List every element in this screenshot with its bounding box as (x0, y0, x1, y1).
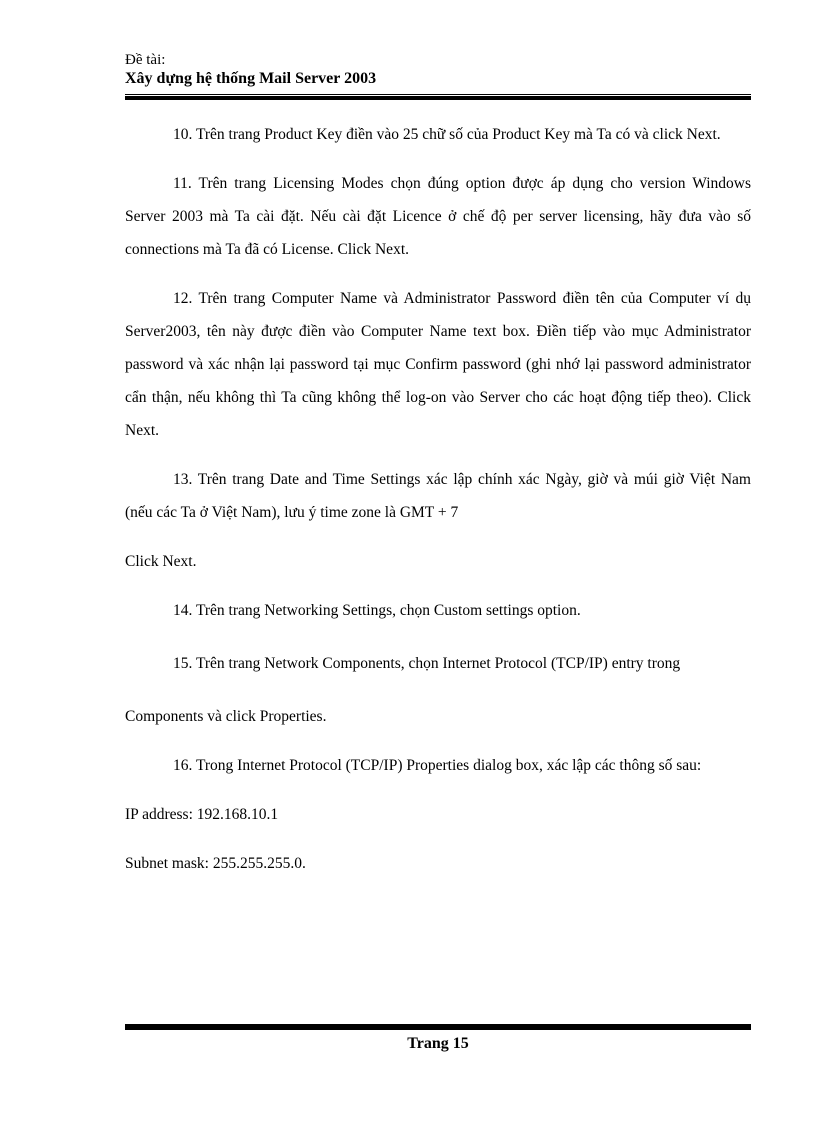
step-16-paragraph: 16. Trong Internet Protocol (TCP/IP) Properties dialog box, xác lập các thông số sau: (173, 757, 702, 774)
header-divider-thin (125, 94, 751, 95)
header-label: Đề tài: (125, 52, 166, 68)
step-13-continuation: Click Next. (125, 553, 197, 570)
page-number: Trang 15 (407, 1035, 469, 1052)
page-header (125, 51, 751, 88)
header-title: Xây dựng hệ thống Mail Server 2003 (125, 70, 377, 87)
step-11-paragraph: 11. Trên trang Licensing Modes chọn đúng option được áp dụng cho version Windows Server 2003 mà Ta cài đặt. Nếu cài đặt Licence ở chế độ per server licensing, hãy đưa vào số connections mà Ta đã có License. Click Next. (125, 175, 751, 258)
header-divider (125, 94, 751, 101)
header-divider-thick (125, 96, 751, 100)
step-12-paragraph: 12. Trên trang Computer Name và Administrator Password điền tên của Computer ví dụ Server2003, tên này được điền vào Computer Name text box. Điền tiếp vào mục Administrator password và xác nhận lại password tại mục Confirm password (ghi nhớ lại password administrator cẩn thận, nếu không thì Ta cũng không thể log-on vào Server cho các hoạt động tiếp theo). Click Next. (125, 290, 751, 439)
document-body (125, 118, 751, 880)
ip-address-line: IP address: 192.168.10.1 (125, 806, 279, 823)
step-15-paragraph: 15. Trên trang Network Components, chọn Internet Protocol (TCP/IP) entry trong (173, 655, 681, 672)
footer-divider (125, 1024, 751, 1030)
step-13-paragraph: 13. Trên trang Date and Time Settings xác lập chính xác Ngày, giờ và múi giờ Việt Nam (nếu các Ta ở Việt Nam), lưu ý time zone là GMT + 7 (125, 471, 751, 521)
step-10-paragraph: 10. Trên trang Product Key điền vào 25 chữ số của Product Key mà Ta có và click Next. (173, 126, 721, 143)
subnet-mask-line: Subnet mask: 255.255.255.0. (125, 855, 306, 872)
step-15-continuation: Components và click Properties. (125, 708, 327, 725)
step-14-paragraph: 14. Trên trang Networking Settings, chọn Custom settings option. (173, 602, 581, 619)
